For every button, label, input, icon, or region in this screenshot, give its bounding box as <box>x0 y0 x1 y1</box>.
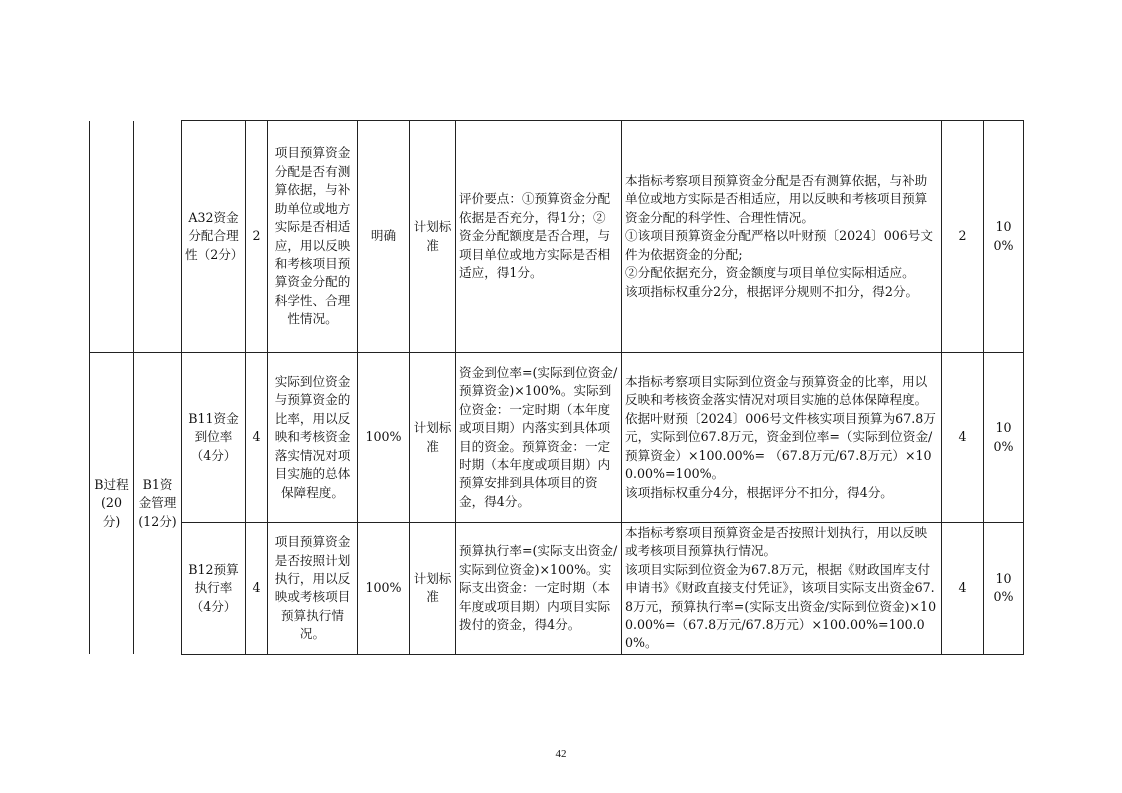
indicator-cell: B12预算执行率（4分） <box>182 523 246 655</box>
criteria-cell: 资金到位率=(实际到位资金/预算资金)×100%。实际到位资金：一定时期（本年度或项目期）内落实到具体项目的资金。预算资金：一定时期（本年度或项目期）内预算安排到具体项目的资金，得4分。 <box>456 353 622 523</box>
target-cell: 100% <box>358 353 410 523</box>
score-cell: 4 <box>942 353 984 523</box>
level1-b-cell: B过程(20分) <box>90 353 134 655</box>
definition-cell: 项目预算资金是否按照计划执行，用以反映或考核项目预算执行情况。 <box>268 523 358 655</box>
description-paragraph: 该项指标权重分2分，根据评分规则不扣分，得2分。 <box>625 283 919 299</box>
table-row <box>90 523 1024 655</box>
weight-cell: 4 <box>246 523 268 655</box>
definition-cell: 实际到位资金与预算资金的比率，用以反映和考核资金落实情况对项目实施的总体保障程度。 <box>268 353 358 523</box>
description-paragraph: 本指标考察项目实际到位资金与预算资金的比率，用以反映和考核资金落实情况对项目实施的总体保障程度。 <box>625 374 928 408</box>
rate-cell: 100% <box>984 121 1024 353</box>
criteria-cell: 评价要点：①预算资金分配依据是否充分，得1分；②资金分配额度是否合理，与项目单位或地方实际是否相适应，得1分。 <box>456 121 622 353</box>
description-paragraph: 该项指标权重分4分，根据评分不扣分，得4分。 <box>625 484 893 500</box>
weight-cell: 4 <box>246 353 268 523</box>
standard-cell: 计划标准 <box>410 121 456 353</box>
indicator-cell: B11资金到位率（4分） <box>182 353 246 523</box>
description-paragraph: 该项目实际到位资金为67.8万元，根据《财政国库支付申请书》《财政直接支付凭证》，该项目实际支出资金67.8万元，预算执行率=(实际支出资金/实际到位资金)×100.00%=（67.8万元/67.8万元）×100.00%=100.00%。 <box>625 561 937 651</box>
level2-b1-cell: B1资金管理(12分) <box>134 353 182 655</box>
score-cell: 4 <box>942 523 984 655</box>
target-cell: 明确 <box>358 121 410 353</box>
rate-cell: 100% <box>984 523 1024 655</box>
table-row <box>90 353 1024 523</box>
description-paragraph: 本指标考察项目预算资金分配是否有测算依据，与补助单位或地方实际是否相适应，用以反映和考核项目预算资金分配的科学性、合理性情况。 <box>625 173 928 225</box>
score-cell: 2 <box>942 121 984 353</box>
standard-cell: 计划标准 <box>410 353 456 523</box>
criteria-cell: 预算执行率=(实际支出资金/实际到位资金)×100%。实际支出资金：一定时期（本年度或项目期）内项目实际拨付的资金，得4分。 <box>456 523 622 655</box>
description-paragraph: 依据叶财预〔2024〕006号文件核实项目预算为67.8万元，实际到位67.8万元，资金到位率=（实际到位资金/预算资金）×100.00%= （67.8万元/67.8万元）×100.00%=100%。 <box>625 410 936 482</box>
table-row <box>90 121 1024 353</box>
description-paragraph: ②分配依据充分，资金额度与项目单位实际相适应。 <box>625 265 915 281</box>
target-cell: 100% <box>358 523 410 655</box>
rate-cell: 100% <box>984 353 1024 523</box>
description-cell <box>622 523 942 655</box>
level1-cell-a <box>90 121 134 353</box>
definition-cell: 项目预算资金分配是否有测算依据，与补助单位或地方实际是否相适应，用以反映和考核项目预算资金分配的科学性、合理性情况。 <box>268 121 358 353</box>
indicator-cell: A32资金分配合理性（2分） <box>182 121 246 353</box>
description-paragraph: ①该项目预算资金分配严格以叶财预〔2024〕006号文件为依据资金的分配; <box>625 228 933 262</box>
standard-cell: 计划标准 <box>410 523 456 655</box>
description-cell <box>622 121 942 353</box>
level2-cell-a <box>134 121 182 353</box>
description-cell <box>622 353 942 523</box>
description-paragraph: 本指标考察项目预算资金是否按照计划执行，用以反映或考核项目预算执行情况。 <box>625 525 928 559</box>
evaluation-table <box>89 120 1024 655</box>
page-number: 42 <box>555 748 567 760</box>
weight-cell: 2 <box>246 121 268 353</box>
